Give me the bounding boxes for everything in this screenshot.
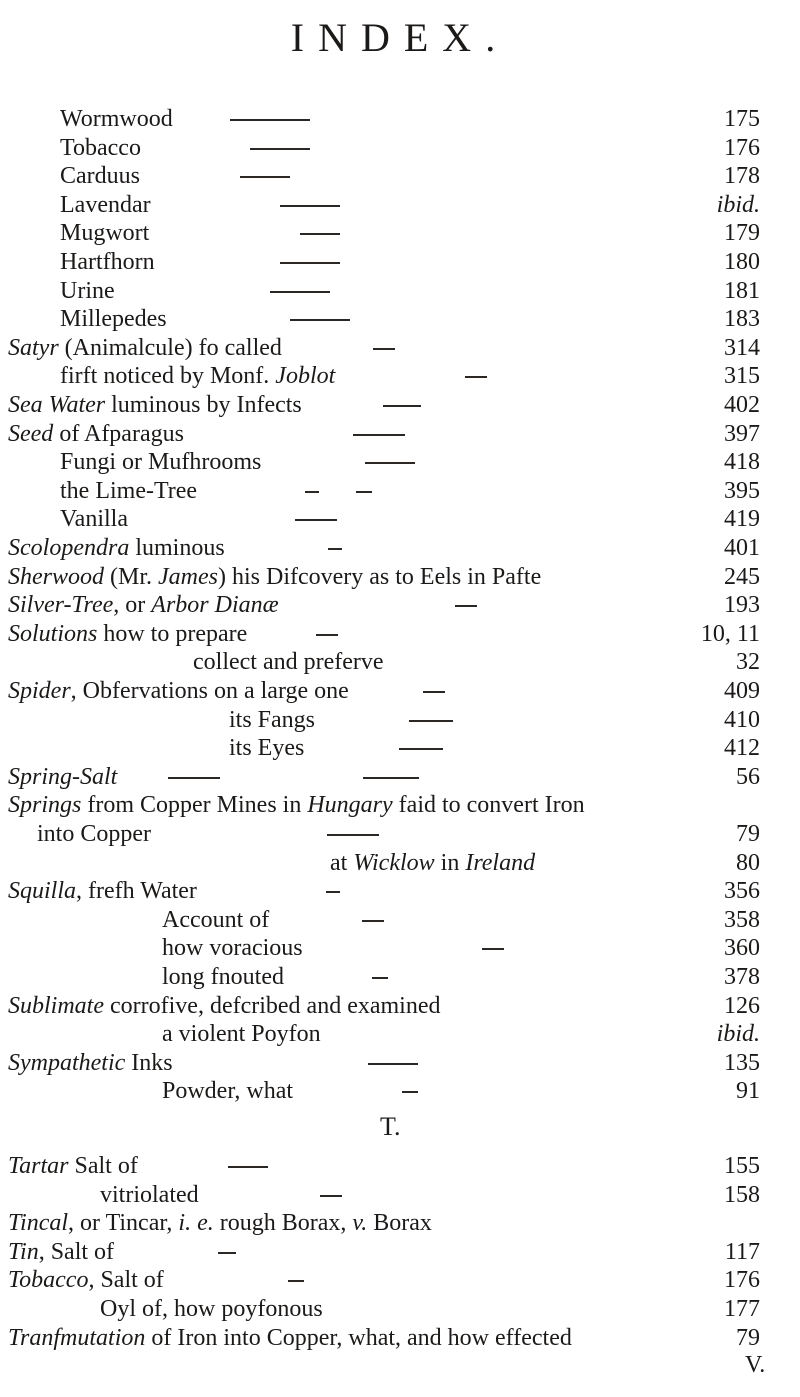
leader-dash [320, 1195, 342, 1197]
entry-text: , or [113, 592, 152, 619]
leader-dash [300, 233, 340, 235]
page-number: 56 [736, 763, 760, 790]
entry-text: a violent Poyfon [162, 1021, 321, 1048]
page-number: 358 [724, 906, 760, 933]
list-item [8, 563, 760, 591]
section-letter: T. [380, 1112, 401, 1141]
entry-text: , Salt of [88, 1267, 164, 1294]
page-number: 412 [724, 735, 760, 762]
entry-text: firft noticed by Monf. [60, 363, 276, 390]
page-number: 401 [724, 535, 760, 561]
head-word: Tincal [8, 1210, 69, 1237]
entry-text: luminous [129, 535, 225, 561]
entry-text: of Iron into Copper, what, and how effected [145, 1324, 572, 1351]
entry-text: Wormwood [60, 106, 173, 132]
leader-dash [353, 434, 405, 436]
page-number: 402 [724, 392, 760, 418]
entry-text: collect and preferve [193, 649, 384, 676]
leader-dash [280, 262, 340, 264]
entry-text-cont: rough Borax, [213, 1210, 353, 1237]
italic-name: Arbor Dianæ [151, 592, 279, 619]
leader-dash [368, 1063, 418, 1065]
page-number: 178 [724, 163, 760, 190]
entry-text-cont: faid to convert Iron [392, 792, 585, 819]
leader-dash [482, 948, 504, 950]
leader-dash [409, 720, 453, 722]
page-number: 117 [724, 1238, 760, 1265]
entry-text: Urine [60, 277, 115, 304]
entry-text: at [330, 849, 354, 876]
list-item [8, 992, 760, 1020]
head-word: Sublimate [8, 992, 104, 1019]
head-word: Squilla [8, 878, 77, 905]
entry-text: , frefh Water [76, 878, 197, 905]
entry-text: Oyl of, how poyfonous [100, 1296, 323, 1322]
leader-dash [356, 491, 372, 493]
entry-text: corrofive, defcribed and examined [104, 992, 441, 1019]
leader-dash [228, 1166, 268, 1168]
leader-dash [465, 376, 487, 378]
page-number: 181 [724, 277, 760, 304]
list-item [100, 1181, 760, 1209]
list-item [8, 391, 760, 419]
page-number: 180 [724, 249, 760, 275]
leader-dash [328, 548, 342, 550]
list-item [162, 934, 760, 962]
catchword: V. [745, 1352, 766, 1379]
head-word: Tranfmutation [8, 1324, 146, 1351]
leader-dash [290, 319, 350, 321]
entry-text: Carduus [60, 163, 140, 190]
entry-text: its Fangs [229, 706, 316, 733]
list-item [60, 448, 760, 476]
entry-text: , or Tincar, [68, 1210, 179, 1237]
page-number: 32 [736, 649, 760, 676]
entry-text: Inks [125, 1049, 173, 1076]
leader-dash [168, 777, 220, 779]
page-number: 418 [724, 449, 760, 476]
page-number: 356 [724, 878, 760, 905]
page-number: 175 [724, 106, 760, 132]
leader-dash [383, 405, 421, 407]
entry-text: Tobacco [60, 134, 141, 161]
page-number: 395 [724, 477, 760, 504]
entry-text: of Afparagus [53, 420, 184, 447]
leader-dash [327, 834, 379, 836]
leader-dash [372, 977, 388, 979]
page-number: 193 [724, 592, 760, 619]
list-item [60, 362, 760, 390]
page-number: 419 [724, 506, 760, 533]
list-item [100, 1295, 760, 1323]
page-number: 315 [724, 363, 760, 390]
page-number: 360 [724, 935, 760, 962]
leader-dash [362, 920, 384, 922]
leader-dash [363, 777, 419, 779]
entry-text: Account of [162, 906, 270, 933]
list-item [60, 305, 760, 333]
list-item [60, 162, 760, 190]
list-item [60, 105, 760, 133]
italic-name: James [158, 563, 218, 590]
list-item [60, 477, 760, 505]
entry-text: luminous by Infects [105, 392, 302, 418]
list-item [8, 877, 760, 905]
entry-text: , Salt of [38, 1238, 115, 1265]
page-number: 158 [724, 1181, 760, 1208]
leader-dash [326, 891, 340, 893]
page-number: 135 [724, 1049, 760, 1076]
head-word: Tobacco [8, 1267, 89, 1294]
page-number: 179 [724, 220, 760, 247]
entry-text: Millepedes [60, 306, 167, 333]
entry-text: the Lime-Tree [60, 477, 198, 504]
head-word: Spider [8, 678, 71, 704]
list-item [8, 1266, 760, 1294]
page-number: 397 [724, 420, 760, 447]
list-item [330, 849, 760, 877]
page-number: 155 [724, 1153, 760, 1179]
list-item [162, 1077, 760, 1105]
entry-text: Hartfhorn [60, 249, 155, 275]
entry-text: (Mr. [104, 563, 158, 590]
head-word: Sympathetic [8, 1049, 126, 1076]
page-number: 314 [724, 334, 760, 361]
entry-text-cont: ) his Difcovery as to Eels in Pafte [217, 563, 542, 590]
entry-text: its Eyes [229, 735, 305, 762]
list-item [60, 219, 760, 247]
leader-dash [365, 462, 415, 464]
leader-dash [295, 519, 337, 521]
entry-text: from Copper Mines in [81, 792, 308, 819]
leader-dash [455, 605, 477, 607]
page-number: 409 [724, 678, 760, 704]
leader-dash [240, 176, 290, 178]
list-item [60, 277, 760, 305]
italic-name: Ireland [465, 849, 536, 876]
entry-text-cont: Borax [367, 1210, 432, 1237]
page-number: 79 [736, 821, 760, 847]
page-number: 176 [724, 134, 760, 161]
leader-dash [218, 1252, 236, 1254]
page-number: 80 [736, 849, 760, 876]
head-word: Silver-Tree [8, 592, 114, 619]
page-title: INDEX. [290, 15, 510, 60]
entry-text: , Obfervations on a large one [70, 678, 349, 704]
head-word: Spring-Salt [8, 763, 118, 790]
leader-dash [305, 491, 319, 493]
head-word: Seed [8, 420, 54, 447]
italic-name: Hungary [307, 792, 393, 819]
list-item [8, 1209, 760, 1237]
page-number: ibid. [716, 1021, 760, 1048]
list-item [8, 1324, 760, 1352]
list-item [37, 820, 760, 848]
entry-text: Vanilla [60, 506, 128, 533]
leader-dash [288, 1280, 304, 1282]
leader-dash [230, 119, 310, 121]
leader-dash [270, 291, 330, 293]
entry-text: how voracious [162, 935, 303, 962]
list-item [8, 1049, 760, 1077]
entry-text: into Copper [37, 821, 151, 847]
head-word: Satyr [8, 334, 59, 361]
page-number: 91 [736, 1078, 760, 1105]
entry-text: how to prepare [97, 620, 248, 647]
entry-text: vitriolated [100, 1181, 199, 1208]
leader-dash [402, 1091, 418, 1093]
page-number: 10, 11 [700, 620, 760, 647]
page-number: 410 [724, 706, 760, 733]
list-item [60, 505, 760, 533]
list-item [60, 248, 760, 276]
head-word: Sea Water [8, 392, 106, 418]
entry-text: Lavendar [60, 191, 151, 218]
page-number: 245 [724, 563, 760, 590]
page-number: 183 [724, 306, 760, 333]
list-item [8, 763, 760, 791]
page-number: 126 [724, 992, 760, 1019]
entry-text: Fungi or Mufhrooms [60, 449, 262, 476]
head-word: Scolopendra [8, 535, 130, 561]
entry-text: Mugwort [60, 220, 150, 247]
entry-text: long fnouted [162, 964, 284, 990]
list-item [162, 906, 760, 934]
leader-dash [316, 634, 338, 636]
page-number: 79 [736, 1324, 760, 1351]
head-word: Sherwood [8, 563, 104, 590]
head-word: Solutions [8, 620, 98, 647]
list-item [229, 734, 760, 762]
list-item [162, 1020, 760, 1048]
italic-name: Joblot [275, 363, 336, 390]
leader-dash [423, 691, 445, 693]
leader-dash [399, 748, 443, 750]
italic-name: v. [352, 1210, 368, 1237]
page-number: 177 [724, 1296, 760, 1322]
entry-text: (Animalcule) fo called [58, 334, 282, 361]
list-item [8, 791, 760, 819]
entry-text: Salt of [68, 1153, 138, 1179]
list-item [8, 677, 760, 705]
list-item [8, 534, 760, 562]
leader-dash [250, 148, 310, 150]
page-number: 176 [724, 1267, 760, 1294]
list-item [8, 1238, 760, 1266]
list-item [8, 620, 760, 648]
leader-dash [280, 205, 340, 207]
entry-text: Powder, what [162, 1078, 294, 1105]
list-item [229, 706, 760, 734]
italic-name: i. e. [178, 1210, 214, 1237]
head-word: Springs [8, 792, 82, 819]
italic-name: Wicklow [353, 849, 435, 876]
list-item [8, 420, 760, 448]
entry-text-cont: in [434, 849, 466, 876]
head-word: Tin [8, 1238, 39, 1265]
head-word: Tartar [8, 1153, 69, 1179]
list-item [8, 334, 760, 362]
leader-dash [373, 348, 395, 350]
list-item [60, 191, 760, 219]
page-number: 378 [724, 964, 760, 990]
list-item [162, 963, 760, 991]
list-item [8, 1152, 760, 1180]
list-item [193, 648, 760, 676]
list-item [60, 134, 760, 162]
page-number: ibid. [716, 191, 760, 218]
list-item [8, 591, 760, 619]
